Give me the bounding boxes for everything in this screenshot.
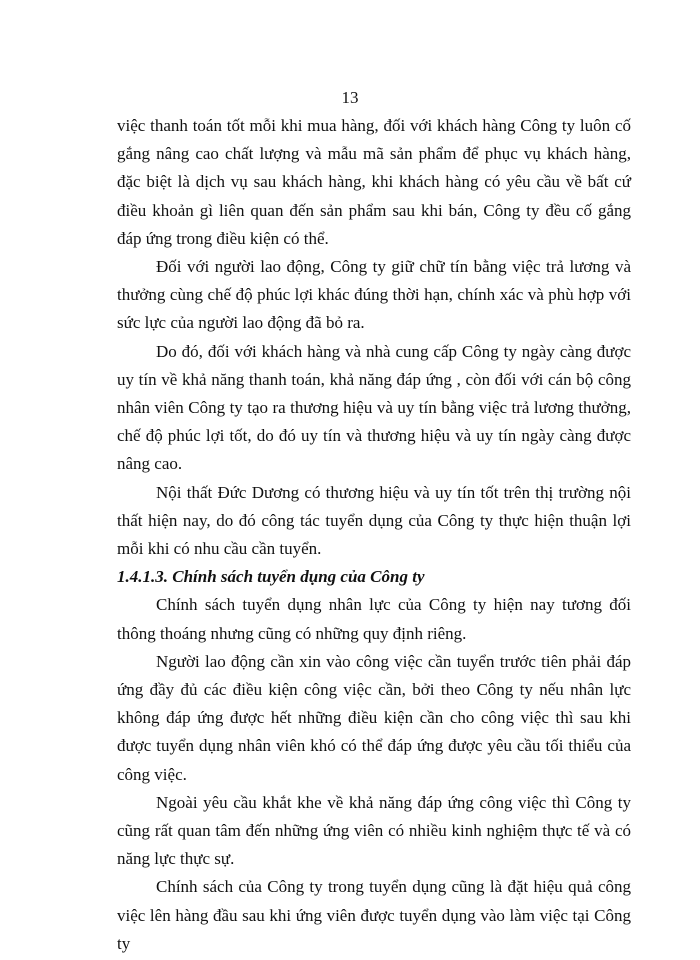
page-number: 13 xyxy=(341,88,359,107)
paragraph-reputation: Do đó, đối với khách hàng và nhà cung cấp Công ty ngày càng được uy tín về khả năng thanh toán, khả năng đáp ứng , còn đối với cán bộ công nhân viên Công ty tạo ra thương hiệu và uy tín bằng việc trả lương thưởng, chế độ phúc lợi tốt, do đó uy tín và thương hiệu và uy tín ngày càng được nâng cao. xyxy=(117,341,631,474)
paragraph-brand: Nội thất Đức Dương có thương hiệu và uy tín tốt trên thị trường nội thất hiện nay, do đó công tác tuyển dụng của Công ty thực hiện thuận lợi mỗi khi có nhu cầu cần tuyển. xyxy=(117,482,631,559)
paragraph-requirements: Người lao động cần xin vào công việc cần tuyển trước tiên phải đáp ứng đầy đủ các điều kiện công việc cần, bởi theo Công ty nếu nhân lực không đáp ứng được hết những điều kiện cần cho công việc thì sau khi được tuyển dụng nhân viên khó có thể đáp ứng được yêu cầu tối thiểu của công việc. xyxy=(117,651,631,784)
paragraph-policy-intro: Chính sách tuyển dụng nhân lực của Công ty hiện nay tương đối thông thoáng nhưng cũng có những quy định riêng. xyxy=(117,595,631,643)
section-heading: 1.4.1.3. Chính sách tuyển dụng của Công ty xyxy=(117,567,425,587)
paragraph-employees: Đối với người lao động, Công ty giữ chữ tín bằng việc trả lương và thưởng cùng chế độ phúc lợi khác đúng thời hạn, chính xác và phù hợp với sức lực của người lao động đã bỏ ra. xyxy=(117,257,631,333)
paragraph-efficiency: Chính sách của Công ty trong tuyển dụng cũng là đặt hiệu quả công việc lên hàng đầu sau khi ứng viên được tuyển dụng vào làm việc tại Công ty xyxy=(117,877,631,953)
document-body xyxy=(117,112,631,958)
paragraph-experience: Ngoài yêu cầu khắt khe về khả năng đáp ứng công việc thì Công ty cũng rất quan tâm đến những ứng viên có nhiều kinh nghiệm thực tế và có năng lực thực sự. xyxy=(117,792,631,869)
paragraph-continuation: việc thanh toán tốt mỗi khi mua hàng, đối với khách hàng Công ty luôn cố gắng nâng cao chất lượng và mẫu mã sản phẩm để phục vụ khách hàng, đặc biệt là dịch vụ sau khách hàng, khi khách hàng có yêu cầu về bất cứ điều khoản gì liên quan đến sản phẩm sau khi bán, Công ty đều cố gắng đáp ứng trong điều kiện có thể. xyxy=(117,116,631,248)
